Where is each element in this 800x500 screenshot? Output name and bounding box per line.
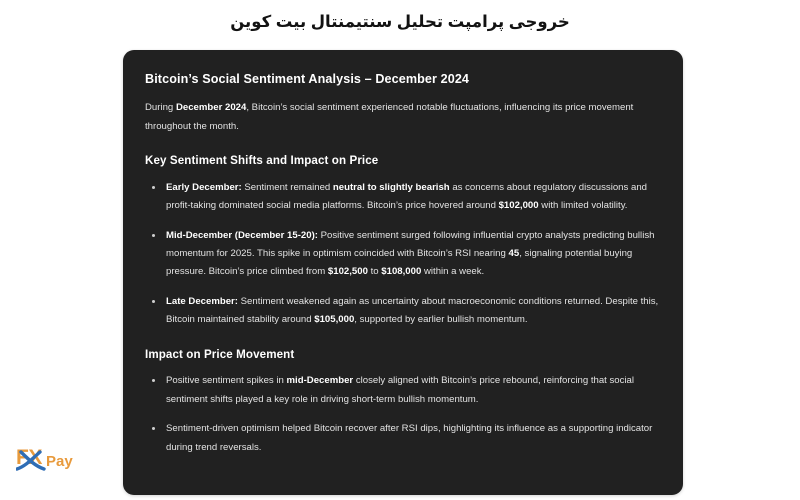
- bullet-text: Positive sentiment spikes in: [166, 375, 287, 387]
- bullet-text: Sentiment remained: [241, 181, 333, 193]
- svg-text:FX: FX: [16, 446, 42, 469]
- bullet-text: closely aligned with Bitcoin’s price rebound, reinforcing that social sentiment shifts played a key role in driving short-term bullish momentum.: [166, 375, 635, 405]
- fxpay-logo: [16, 442, 108, 482]
- list-item: [145, 293, 661, 330]
- fxpay-logo-icon: [16, 442, 108, 482]
- bullet-list-key-sentiment-shifts: [145, 179, 661, 330]
- bullet-text: Sentiment weakened again as uncertainty about macroeconomic conditions returned. Despite this, Bitcoin maintained stability around: [166, 295, 659, 326]
- bullet-label: Early December:: [166, 181, 242, 193]
- bullet-text: Positive sentiment surged following influential crypto analysts predicting bullish momentum for 2025. This spike in optimism coincided with Bitcoin’s RSI nearing: [166, 229, 655, 260]
- bullet-bold-price: $102,000: [498, 200, 539, 212]
- bullet-dot-icon: [152, 427, 155, 430]
- bullet-bold-price-to: $108,000: [381, 266, 422, 278]
- bullet-bold-period: mid-December: [286, 375, 354, 387]
- list-item: [145, 420, 661, 457]
- answer-card: [123, 50, 683, 495]
- intro-text-after: , Bitcoin’s social sentiment experienced notable fluctuations, influencing its price movement throughout the month.: [145, 102, 634, 132]
- bullet-dot-icon: [152, 379, 155, 382]
- bullet-text: to: [367, 266, 382, 278]
- bullet-dot-icon: [152, 186, 155, 189]
- bullet-label: Late December:: [166, 295, 238, 307]
- bullet-bold-price-from: $102,500: [327, 266, 368, 278]
- answer-card-content: [145, 68, 661, 457]
- bullet-text: within a week.: [421, 266, 485, 278]
- svg-text:Pay: Pay: [46, 453, 73, 470]
- bullet-bold: neutral to slightly bearish: [332, 181, 450, 193]
- bullet-text: as concerns about regulatory discussions and profit-taking dominated social media platforms. Bitcoin’s price hovered around: [166, 181, 647, 212]
- bullet-text: with limited volatility.: [538, 200, 628, 212]
- intro-text-before: During: [145, 102, 176, 114]
- list-item: [145, 227, 661, 282]
- bullet-text: , signaling potential buying pressure. Bitcoin’s price climbed from: [166, 248, 633, 278]
- page-title: خروجی پرامپت تحلیل سنتیمنتال بیت کوین: [230, 13, 570, 31]
- bullet-text: , supported by earlier bullish momentum.: [354, 314, 528, 326]
- section-heading-impact-on-price-movement: Impact on Price Movement: [145, 347, 295, 361]
- bullet-bold-rsi: 45: [508, 248, 520, 260]
- bullet-label: Mid-December (December 15-20):: [166, 229, 318, 241]
- intro-bold-date: December 2024: [175, 102, 247, 114]
- bullet-bold-price: $105,000: [314, 314, 355, 326]
- bullet-text: Sentiment-driven optimism helped Bitcoin recover after RSI dips, highlighting its influence as a supporting indicator during trend reversals.: [166, 423, 653, 453]
- list-item: [145, 372, 661, 409]
- card-heading: Bitcoin’s Social Sentiment Analysis – December 2024: [145, 72, 470, 86]
- bullet-dot-icon: [152, 234, 155, 237]
- bullet-list-impact-on-price-movement: [145, 372, 661, 457]
- bullet-dot-icon: [152, 300, 155, 303]
- intro-paragraph: [145, 99, 661, 136]
- list-item: [145, 179, 661, 216]
- section-heading-key-sentiment-shifts: Key Sentiment Shifts and Impact on Price: [145, 154, 379, 168]
